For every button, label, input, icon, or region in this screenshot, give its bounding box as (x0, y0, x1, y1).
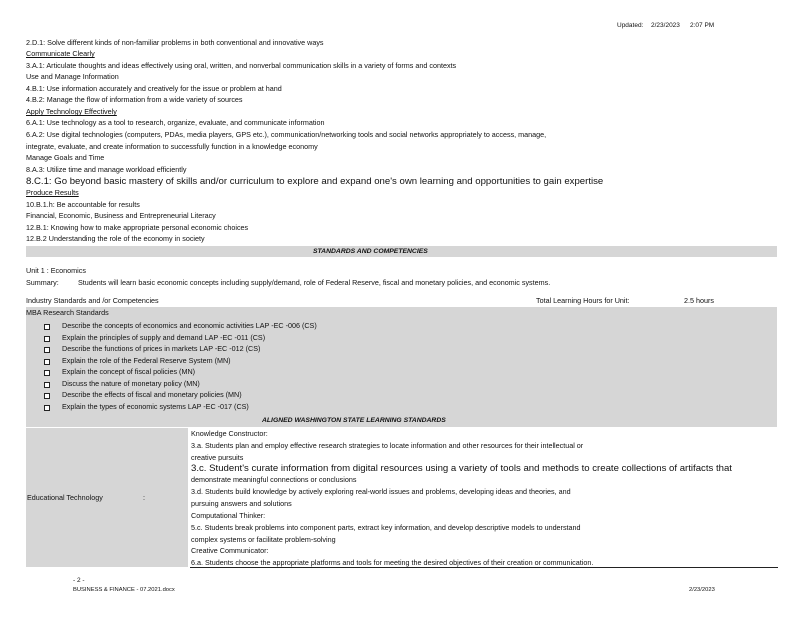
total-hours-label: Total Learning Hours for Unit: (536, 296, 630, 305)
skill-line: 8.A.3: Utilize time and manage workload efficiently (26, 165, 187, 174)
checkbox-icon (44, 370, 50, 376)
mba-standard-item: Discuss the nature of monetary policy (MN) (62, 379, 200, 388)
mba-standard-item: Describe the functions of prices in markets LAP -EC -012 (CS) (62, 344, 261, 353)
updated-label: Updated: (617, 22, 644, 29)
mba-standard-item: Describe the effects of fiscal and monetary policies (MN) (62, 390, 242, 399)
standards-heading: STANDARDS AND COMPETENCIES (313, 248, 428, 255)
table-bottom-rule (190, 567, 778, 568)
page-number: - 2 - (73, 577, 85, 584)
edtech-standard-line: 3.d. Students build knowledge by actively exploring real-world issues and problems, developing ideas and theories, and (191, 487, 571, 496)
skill-line: 6.A.1: Use technology as a tool to research, organize, evaluate, and communicate information (26, 118, 325, 127)
skill-line: integrate, evaluate, and create information to successfully function in a knowledge economy (26, 142, 318, 151)
mba-standard-item: Explain the concept of fiscal policies (MN) (62, 367, 196, 376)
checkbox-icon (44, 393, 50, 399)
edtech-standard-line: 3.c. Student's curate information from digital resources using a variety of tools and methods to create collections of artifacts that (191, 463, 732, 474)
skill-category: Communicate Clearly (26, 49, 95, 58)
skill-line: 8.C.1: Go beyond basic mastery of skills and/or curriculum to explore and expand one's own learning and opportunities to gain expertise (26, 176, 604, 187)
unit-title: Unit 1 : Economics (26, 266, 86, 275)
checkbox-icon (44, 405, 50, 411)
edtech-standard-line: creative pursuits (191, 453, 244, 462)
industry-standards-label: Industry Standards and /or Competencies (26, 296, 159, 305)
summary-label: Summary: (26, 278, 59, 287)
edtech-standard-line: complex systems or facilitate problem-solving (191, 535, 336, 544)
footer-document-name: BUSINESS & FINANCE - 07.2021.docx (73, 587, 175, 593)
skill-line: 4.B.1: Use information accurately and creatively for the issue or problem at hand (26, 84, 282, 93)
skill-category: Financial, Economic, Business and Entrepreneurial Literacy (26, 211, 216, 220)
summary-text: Students will learn basic economic concepts including supply/demand, role of Federal Reserve, fiscal and monetary policies, and economic systems. (78, 278, 551, 287)
mba-standard-item: Describe the concepts of economics and economic activities LAP -EC -006 (CS) (62, 321, 317, 330)
mba-heading: MBA Research Standards (26, 308, 109, 317)
checkbox-icon (44, 336, 50, 342)
skill-category: Manage Goals and Time (26, 153, 105, 162)
edtech-standard-line: 3.a. Students plan and employ effective research strategies to locate information and other resources for their intellectual or (191, 441, 584, 450)
edtech-colon: : (143, 493, 145, 502)
edtech-standard-line: pursuing answers and solutions (191, 499, 292, 508)
skill-line: 10.B.1.h: Be accountable for results (26, 200, 140, 209)
total-hours-value: 2.5 hours (684, 296, 714, 305)
checkbox-icon (44, 359, 50, 365)
edtech-standard-line: demonstrate meaningful connections or conclusions (191, 475, 357, 484)
edtech-standard-line: 5.c. Students break problems into component parts, extract key information, and develop descriptive models to understand (191, 523, 581, 532)
updated-time: 2:07 PM (690, 22, 715, 29)
skill-line: 4.B.2: Manage the flow of information from a wide variety of sources (26, 95, 243, 104)
mba-standard-item: Explain the types of economic systems LAP -EC -017 (CS) (62, 402, 249, 411)
checkbox-icon (44, 347, 50, 353)
skill-line: 6.A.2: Use digital technologies (computers, PDAs, media players, GPS etc.), communication/networking tools and social networks appropriately to access, manage, (26, 130, 547, 139)
aligned-standards-heading: ALIGNED WASHINGTON STATE LEARNING STANDARDS (262, 417, 446, 424)
skill-line: 12.B.1: Knowing how to make appropriate personal economic choices (26, 223, 249, 232)
updated-date: 2/23/2023 (651, 22, 680, 29)
skill-category: Apply Technology Effectively (26, 107, 117, 116)
edtech-category: Knowledge Constructor: (191, 429, 268, 438)
edtech-category: Creative Communicator: (191, 546, 269, 555)
skill-line: 2.D.1: Solve different kinds of non-familiar problems in both conventional and innovative ways (26, 38, 324, 47)
edtech-label: Educational Technology (27, 493, 103, 502)
checkbox-icon (44, 382, 50, 388)
footer-date: 2/23/2023 (689, 587, 715, 593)
skill-category: Use and Manage Information (26, 72, 119, 81)
edtech-standard-line: 6.a. Students choose the appropriate platforms and tools for meeting the desired objectives of their creation or communication. (191, 558, 594, 567)
mba-standard-item: Explain the role of the Federal Reserve System (MN) (62, 356, 231, 365)
skill-line: 3.A.1: Articulate thoughts and ideas effectively using oral, written, and nonverbal communication skills in a variety of forms and contexts (26, 61, 457, 70)
skill-line: 12.B.2 Understanding the role of the economy in society (26, 234, 205, 243)
checkbox-icon (44, 324, 50, 330)
skill-category: Produce Results (26, 188, 79, 197)
mba-standard-item: Explain the principles of supply and demand LAP -EC -011 (CS) (62, 333, 266, 342)
edtech-category: Computational Thinker: (191, 511, 266, 520)
